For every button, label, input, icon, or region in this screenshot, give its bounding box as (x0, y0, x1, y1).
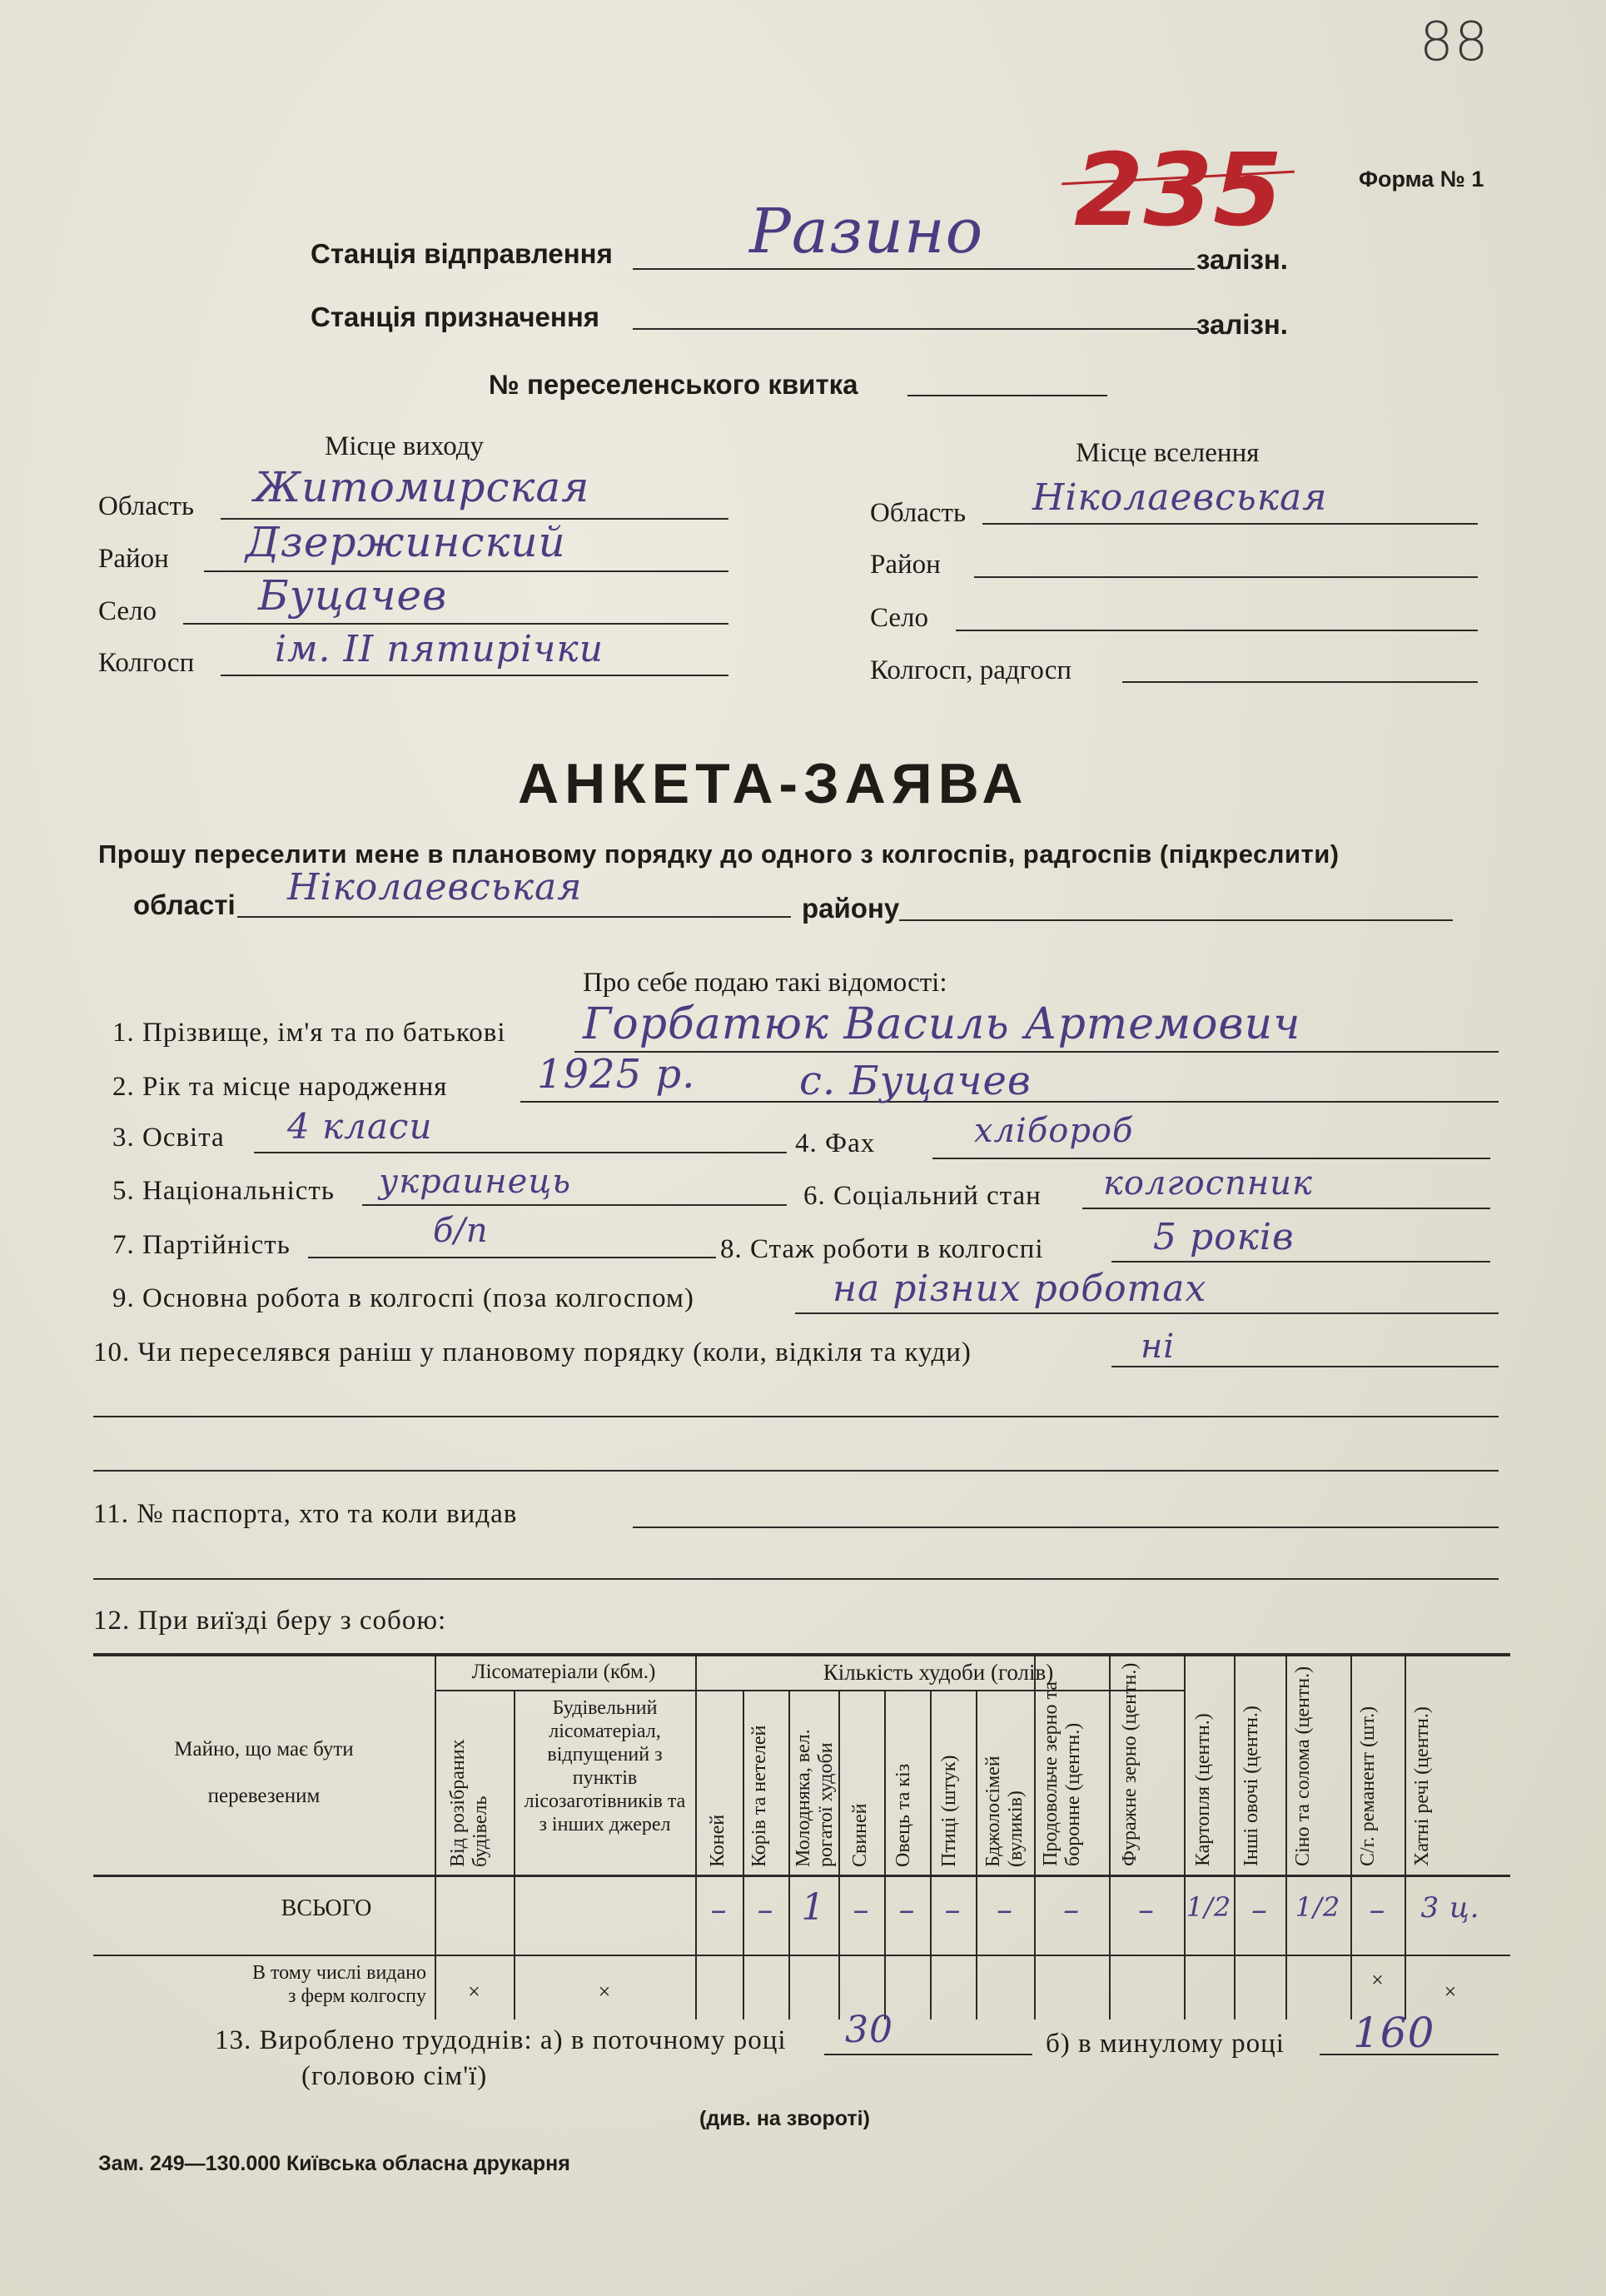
origin-kolhosp-value: ім. II пятирічки (275, 628, 604, 670)
q6-label: 6. Соціальний стан (803, 1181, 1042, 1211)
col-bees: Бджолосімей (вуликів) (982, 1756, 1027, 1867)
farm-dismantled: × (468, 1980, 480, 2004)
col-building-timber: Будівельний лісоматеріал, відпущений з пунктів лісозаготівників та з інших джерел (524, 1697, 686, 1835)
departure-line (633, 268, 1195, 270)
col-divider (1405, 1653, 1406, 2020)
col-dismantled: Від розібраних будівель (447, 1739, 491, 1867)
q3-line (254, 1152, 787, 1153)
total-tools: – (1369, 1891, 1386, 1928)
col-divider (838, 1690, 840, 2020)
col-divider (884, 1690, 886, 2020)
col-divider (1285, 1653, 1287, 2020)
region-oblast-value: Ніколаевськая (287, 866, 583, 909)
col-divider (976, 1690, 977, 2020)
total-young-cattle: 1 (801, 1886, 826, 1929)
col-sheep: Овець та кіз (892, 1763, 914, 1867)
col-divider (1234, 1653, 1236, 2020)
col-cows: Корів та нетелей (748, 1725, 770, 1867)
col-horses: Коней (707, 1814, 728, 1867)
q6-value: колгоспник (1103, 1164, 1313, 1203)
col-fodder-grain: Фуражне зерно (центн.) (1119, 1662, 1141, 1866)
ticket-line (907, 395, 1107, 396)
col-divider (1184, 1653, 1186, 2020)
total-sheep: – (898, 1891, 916, 1928)
origin-oblast-label: Область (98, 491, 195, 521)
total-household: 3 ц. (1420, 1891, 1480, 1925)
total-vegetables: – (1251, 1891, 1268, 1928)
q4-label: 4. Фах (795, 1128, 876, 1158)
dest-selo-label: Село (870, 603, 929, 633)
col-divider (514, 1690, 515, 2020)
departure-suffix: залізн. (1196, 244, 1288, 275)
q2-value-year: 1925 р. (537, 1051, 696, 1098)
q5-value: украинець (379, 1163, 572, 1201)
destination-label: Станція призначення (311, 301, 600, 332)
q8-line (1111, 1261, 1490, 1263)
table-top-border (93, 1653, 1510, 1656)
farm-tools: × (1371, 1968, 1384, 1992)
destination-heading: Місце вселення (1076, 438, 1260, 468)
col-birds: Птиці (штук) (938, 1755, 960, 1867)
origin-kolhosp-label: Колгосп (98, 648, 195, 678)
origin-heading: Місце виходу (325, 431, 485, 461)
col-potatoes: Картопля (центн.) (1192, 1713, 1214, 1866)
q12-label: 12. При виїзді беру з собою: (93, 1606, 447, 1636)
ticket-label: № переселенського квитка (489, 369, 858, 400)
origin-selo-line (183, 623, 728, 625)
col-young-cattle: Молодняка, вел. рогатої худоби (793, 1729, 837, 1867)
form-number: Форма № 1 (1359, 167, 1484, 192)
intro-text: Про себе подаю такі відомості: (583, 968, 947, 998)
q3-value: 4 класи (287, 1106, 433, 1147)
col-divider (930, 1690, 932, 2020)
origin-selo-label: Село (98, 596, 157, 626)
destination-line (633, 328, 1199, 330)
col-divider (1109, 1653, 1111, 2020)
dest-kolhosp-label: Колгосп, радгосп (870, 655, 1072, 685)
total-cows: – (757, 1891, 774, 1928)
q10-label: 10. Чи переселявся раніш у плановому порядку (коли, відкіля та куди) (93, 1337, 972, 1367)
q6-line (1082, 1208, 1490, 1209)
col-divider (743, 1690, 744, 2020)
col-hay: Сіно та солома (центн.) (1292, 1666, 1314, 1866)
group-timber-header: Лісоматеріали (кбм.) (471, 1661, 656, 1683)
region-oblast-line (237, 916, 791, 918)
col-tools: С/г. реманент (шт.) (1357, 1706, 1379, 1866)
origin-raion-value: Дзержинский (246, 518, 566, 566)
table-header-border (93, 1875, 1510, 1877)
q9-value: на різних роботах (833, 1268, 1207, 1310)
dest-oblast-label: Область (870, 498, 967, 528)
printer-line: Зам. 249—130.000 Київська обласна друкарня (98, 2152, 570, 2175)
q8-value: 5 років (1153, 1216, 1295, 1258)
q10-line-3 (93, 1470, 1499, 1472)
q7-line (308, 1257, 716, 1258)
farm-building-timber: × (598, 1980, 611, 2004)
q1-value: Горбатюк Василь Артемович (583, 999, 1301, 1049)
archive-number: 88 (1420, 12, 1489, 73)
q7-label: 7. Партійність (112, 1230, 291, 1260)
dest-raion-label: Район (870, 550, 941, 580)
dest-oblast-line (982, 523, 1478, 525)
see-back-note: (див. на звороті) (699, 2107, 870, 2130)
q5-line (362, 1204, 787, 1206)
departure-value: Разино (749, 196, 984, 267)
row-total-label: ВСЬОГО (281, 1895, 372, 1921)
region-raion-label: району (802, 893, 900, 924)
total-hay: 1/2 (1295, 1891, 1341, 1923)
col-divider (1034, 1653, 1036, 2020)
q3-label: 3. Освіта (112, 1123, 225, 1153)
request-line: Прошу переселити мене в плановому порядку до одного з колгоспів, радгоспів (підкреслити) (98, 839, 1340, 869)
table-total-border (93, 1955, 1510, 1956)
workdays-note: (головою сім'ї) (301, 2061, 488, 2091)
farm-household: × (1444, 1980, 1457, 2004)
origin-selo-value: Буцачев (258, 571, 448, 620)
q10-line-2 (93, 1416, 1499, 1417)
departure-label: Станція відправлення (311, 238, 613, 269)
row-farm-label-line2: з ферм колгоспу (288, 1985, 426, 2007)
record-number: 235 (1074, 133, 1283, 249)
row-farm-label-line1: В тому числі видано (251, 1962, 426, 1984)
col-vegetables: Інші овочі (центн.) (1241, 1706, 1262, 1866)
col-divider (788, 1690, 790, 2020)
total-horses: – (710, 1891, 728, 1928)
q2-label: 2. Рік та місце народження (112, 1072, 448, 1102)
q1-label: 1. Прізвище, ім'я та по батькові (112, 1018, 506, 1048)
region-oblast-label: області (133, 889, 236, 920)
dest-raion-line (974, 576, 1478, 578)
col-divider (1350, 1653, 1352, 2020)
dest-kolhosp-line (1122, 681, 1478, 683)
q2-value-place: с. Буцачев (799, 1058, 1032, 1104)
workdays-prev-label: б) в минулому році (1046, 2029, 1285, 2059)
origin-kolhosp-line (221, 675, 728, 676)
workdays-label: 13. Вироблено трудоднів: а) в поточному році (215, 2025, 787, 2055)
q5-label: 5. Національність (112, 1176, 335, 1206)
col-divider (435, 1653, 436, 2020)
col-household: Хатні речі (центн.) (1411, 1706, 1433, 1866)
q7-value: б/п (433, 1212, 489, 1250)
col-food-grain: Продовольче зерно та боронне (центн.) (1040, 1681, 1084, 1866)
destination-suffix: залізн. (1196, 309, 1288, 340)
q1-line (574, 1051, 1499, 1053)
workdays-prev-value: 160 (1353, 2009, 1435, 2057)
origin-oblast-value: Житомирская (254, 463, 590, 511)
q9-line (795, 1312, 1499, 1314)
q4-value: хлібороб (974, 1112, 1134, 1150)
total-birds: – (944, 1891, 962, 1928)
workdays-current-line (824, 2054, 1032, 2055)
col-pigs: Свиней (849, 1803, 871, 1867)
total-pigs: – (853, 1891, 870, 1928)
q9-label: 9. Основна робота в колгоспі (поза колгоспом) (112, 1283, 694, 1313)
total-potatoes: 1/2 (1186, 1891, 1232, 1923)
total-food-grain: – (1063, 1891, 1080, 1928)
workdays-current-value: 30 (845, 2009, 893, 2051)
q11-line-2 (93, 1578, 1499, 1580)
dest-selo-line (956, 630, 1478, 631)
luggage-table (93, 1653, 1510, 2020)
q4-line (932, 1158, 1490, 1159)
group-cattle-header: Кількість худоби (голів) (823, 1660, 1054, 1685)
total-bees: – (997, 1891, 1013, 1928)
total-fodder-grain: – (1138, 1891, 1155, 1928)
q11-label: 11. № паспорта, хто та коли видав (93, 1499, 518, 1529)
col-divider (695, 1653, 697, 2020)
q11-line (633, 1527, 1499, 1528)
q10-value: ні (1141, 1327, 1176, 1366)
col-property-header: Майно, що має бути перевезеним (174, 1738, 354, 1807)
form-title: АНКЕТА-ЗАЯВА (518, 752, 1029, 815)
dest-oblast-value: Ніколаевськая (1032, 476, 1328, 519)
q8-label: 8. Стаж роботи в колгоспі (720, 1234, 1044, 1264)
q10-line (1111, 1366, 1499, 1367)
origin-raion-label: Район (98, 544, 169, 574)
row-farm-label (143, 1961, 426, 2008)
region-raion-line (899, 919, 1453, 921)
